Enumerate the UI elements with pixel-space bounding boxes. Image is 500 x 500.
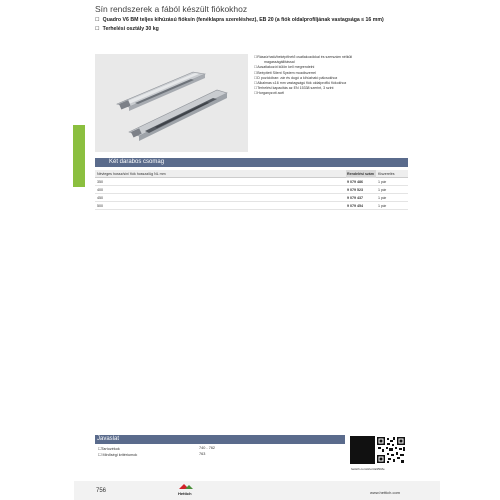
- length-cell: 500: [97, 203, 103, 208]
- table-row: [95, 194, 408, 202]
- page-number: 756: [96, 488, 107, 494]
- order-number-cell: 9 079 437: [347, 195, 363, 200]
- quantity-cell: 1 pár: [378, 187, 387, 192]
- product-description: Quadro V6 BM teljes kihúzású fióksín (fenéklapra szereléshez), EB 20 (a fiók oldalprofiljának vastagsága ≤ 16 mm): [102, 17, 384, 23]
- checkbox-icon: ☐: [95, 26, 100, 32]
- feature-item: ☐Alkalmas ≤16 mm vastagságú fiók oldalprofilú fiókokhoz: [254, 81, 347, 86]
- table-row: [95, 178, 408, 186]
- product-description-line: [95, 17, 384, 23]
- length-cell: 350: [97, 179, 103, 184]
- load-class: Terhelési osztály 30 kg: [102, 26, 159, 32]
- recommendation-name: ☐Tartozékok: [98, 447, 120, 451]
- page-title: Sín rendszerek a fából készült fiókokhoz: [95, 4, 248, 14]
- feature-list: [254, 55, 404, 97]
- recommendation-label: Javaslat: [97, 436, 120, 442]
- length-cell: 450: [97, 195, 103, 200]
- quantity-cell: 1 pár: [378, 203, 387, 208]
- length-cell: 400: [97, 187, 103, 192]
- section-tab-marker: [73, 125, 85, 187]
- table-header-row: [95, 170, 408, 178]
- checkbox-icon: ☐: [95, 17, 100, 23]
- quantity-cell: 1 pár: [378, 195, 387, 200]
- recommendation-page-ref: 763: [199, 452, 206, 456]
- feature-item: ☐Horganyzott acél: [254, 91, 285, 96]
- recommendation-section-header: [95, 435, 345, 444]
- smartphone-graphic: [350, 436, 375, 464]
- feature-item: ☐Acsatlakozót külön kell megrendelni: [254, 65, 315, 70]
- drawer-runner-illustration: [95, 54, 248, 152]
- quantity-cell: 1 pár: [378, 179, 387, 184]
- order-number-cell: 9 079 486: [347, 179, 363, 184]
- feature-item: ☐Terhelési kapacitás az EN 15338 szerint, 3 szint: [254, 86, 334, 91]
- qr-code-url: hettich.com/short/a95b8e: [351, 467, 385, 471]
- load-class-line: [95, 26, 159, 32]
- order-table: [95, 170, 408, 210]
- hettich-logo-text: Hettich: [178, 491, 192, 496]
- package-section-header: [95, 158, 408, 167]
- website-url: www.hettich.com: [370, 490, 401, 495]
- table-row: [95, 202, 408, 210]
- feature-item: ☐Beépített Silent System mozdiszerrel: [254, 70, 316, 75]
- recommendation-row: [95, 452, 345, 458]
- package-section-label: Két darabos csomag: [109, 159, 165, 165]
- recommendation-list: [95, 446, 345, 458]
- column-header-length: Névleges hossz/sín/ fiók hossza/üg NL mm: [97, 171, 166, 176]
- recommendation-name: ☐ Minőségi kritériumok: [98, 453, 138, 457]
- order-number-cell: 9 079 523: [347, 187, 363, 192]
- table-row: [95, 186, 408, 194]
- column-header-quantity: Kiszerelés: [378, 171, 395, 176]
- order-number-cell: 9 079 454: [347, 203, 363, 208]
- recommendation-page-ref: 740 - 762: [199, 446, 216, 450]
- product-image: [95, 54, 248, 152]
- feature-item: ☐Rászúrható/beképíthető csatlakozókkal és szerszám nélküli: [254, 55, 353, 59]
- feature-item: ☐D pozícióban: zár és dugó a kihúzható pálcsokhoz: [254, 75, 338, 80]
- column-header-order-number: Rendelési szám: [346, 170, 376, 178]
- qr-code: [376, 436, 406, 464]
- feature-item: magasságállítással: [264, 60, 295, 65]
